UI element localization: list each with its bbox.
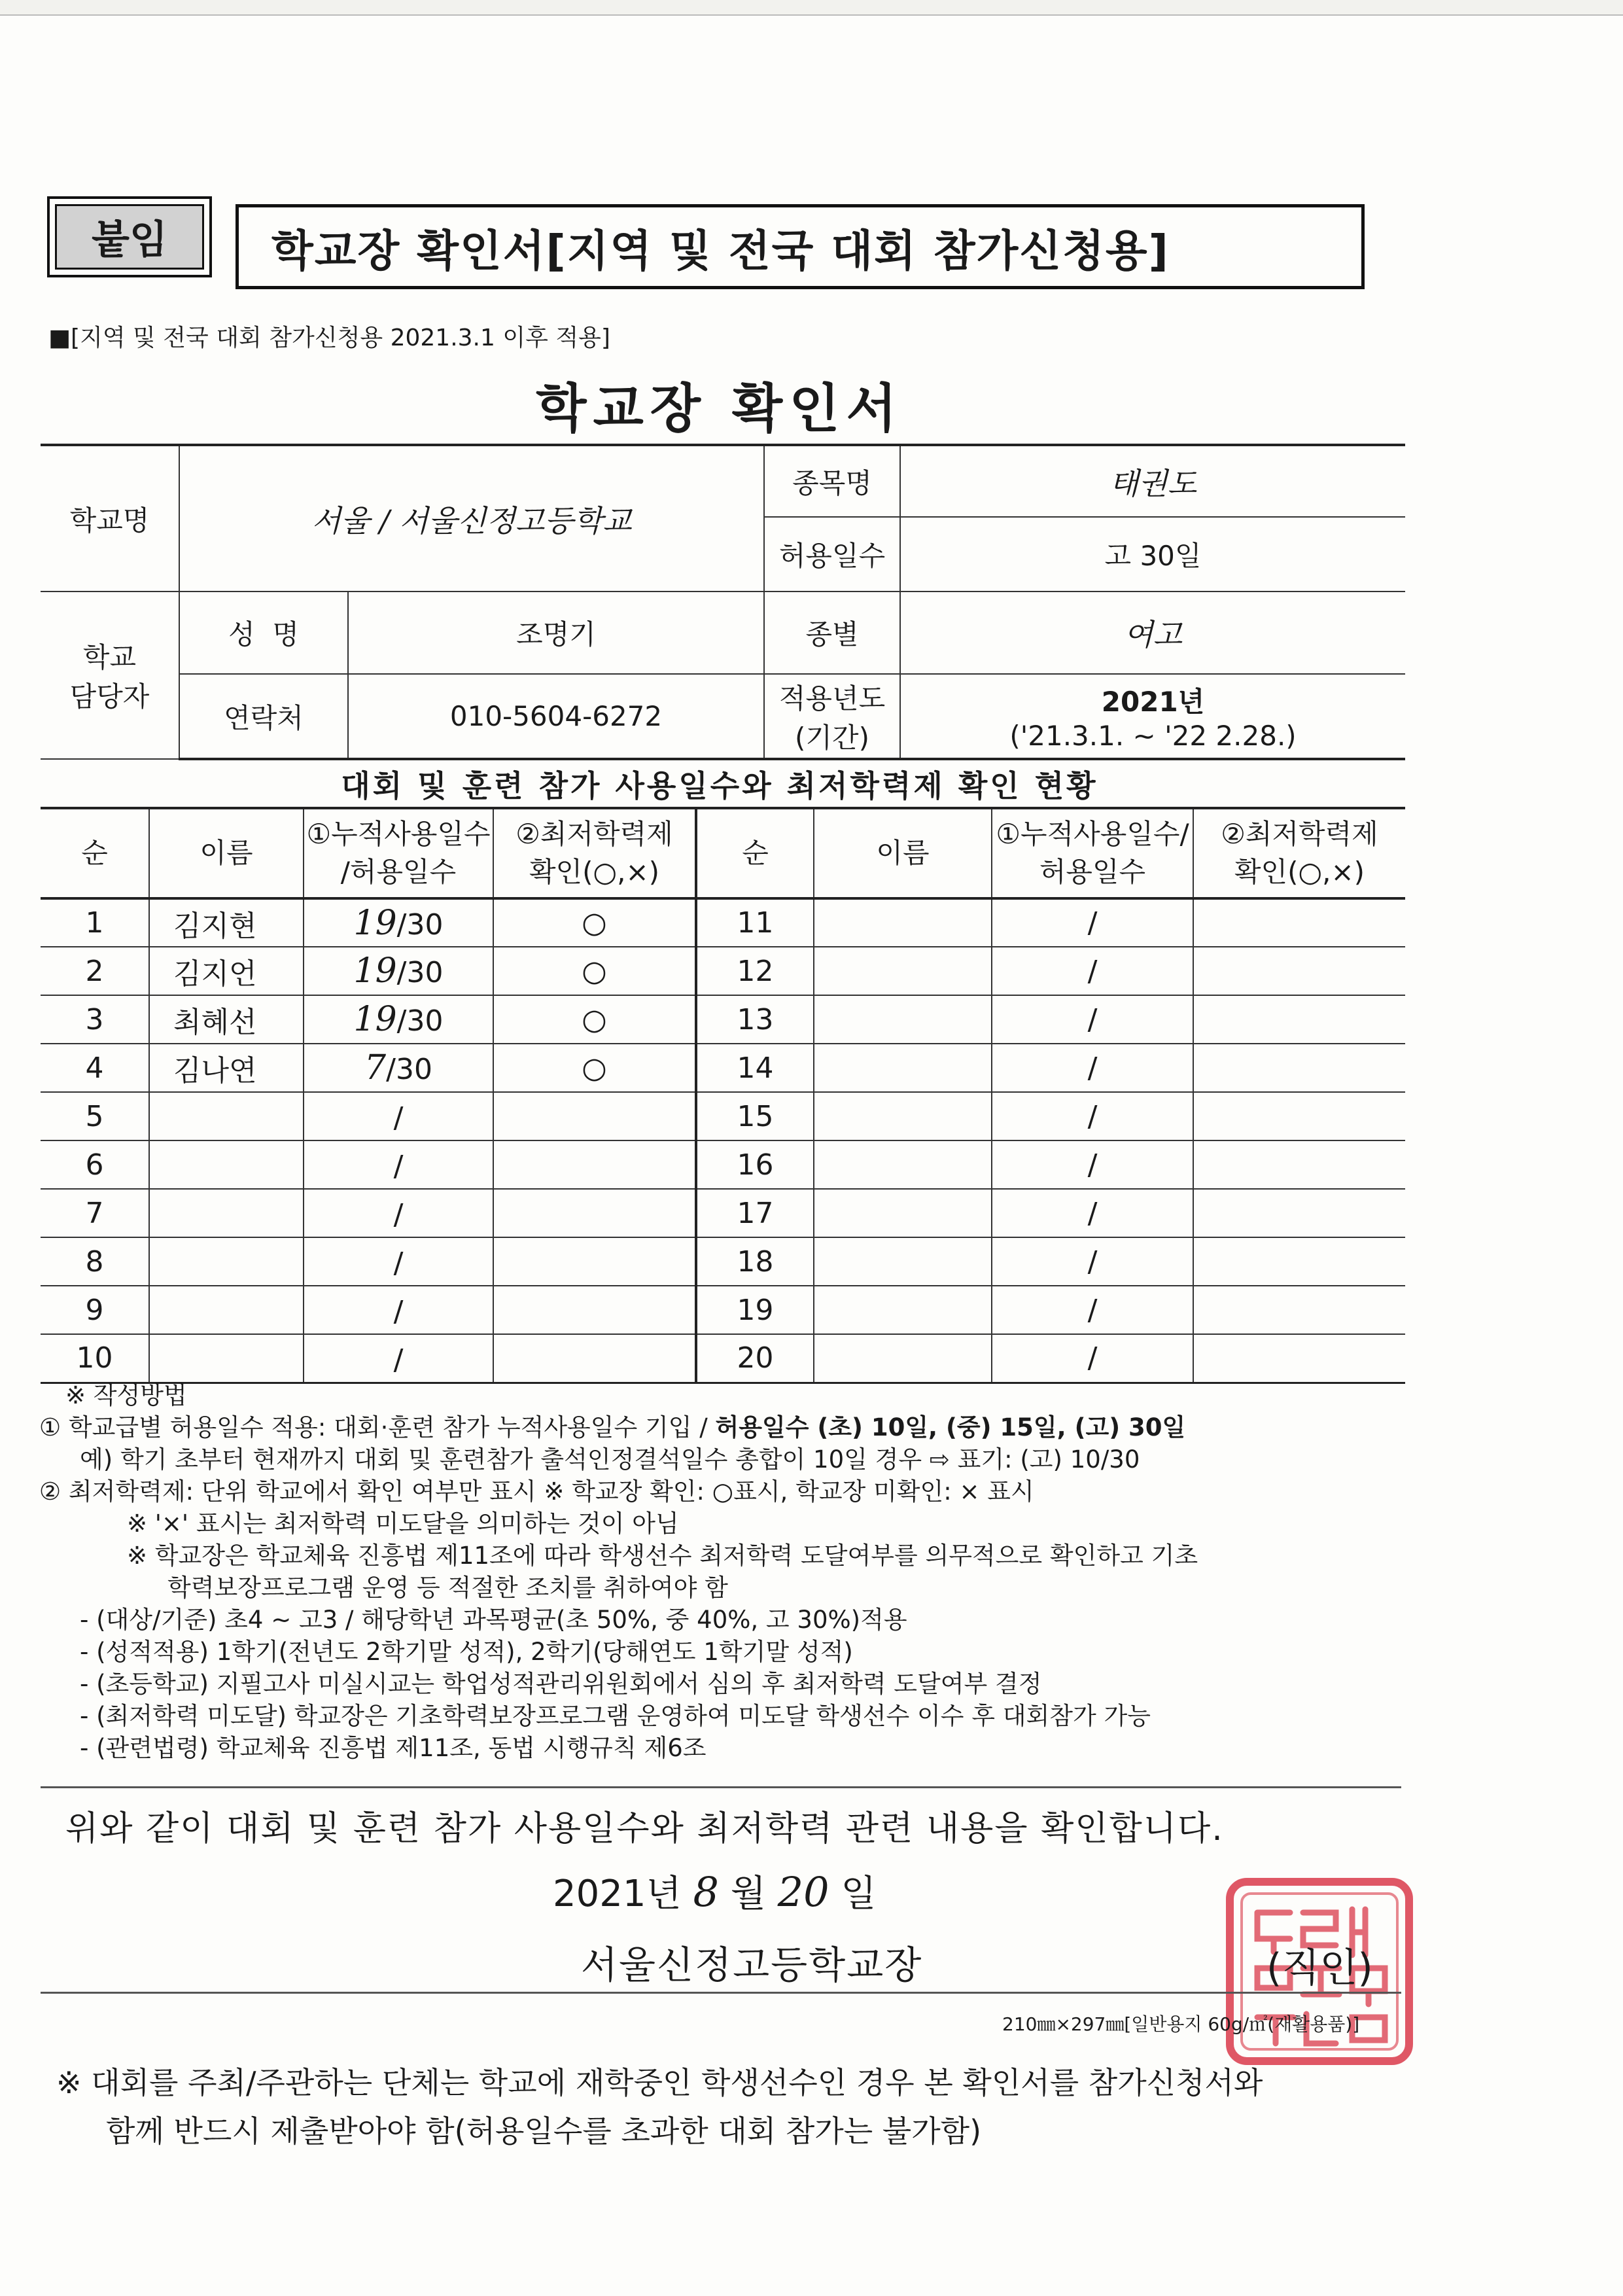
row-name: 김지현 <box>149 898 304 947</box>
date-month-unit: 월 <box>730 1873 766 1915</box>
header-usage-line2: /허용일수 <box>340 856 457 888</box>
section-title: 대회 및 훈련 참가 사용일수와 최저학력제 확인 현황 <box>341 768 1098 804</box>
row-name-right <box>814 1286 992 1334</box>
header-usage-right-line2: 허용일수 <box>1039 856 1146 888</box>
row-usage <box>304 1286 493 1334</box>
row-usage <box>304 898 493 947</box>
gender-label: 종별 <box>764 592 900 674</box>
year-label-line2: (기간) <box>795 721 869 754</box>
row-grade-mark-right <box>1193 898 1405 947</box>
row-name <box>149 1092 304 1140</box>
row-usage-right: / <box>992 1334 1193 1383</box>
row-usage <box>304 1140 493 1189</box>
row-name-right <box>814 1140 992 1189</box>
row-no-right: 11 <box>696 898 814 947</box>
table-row <box>41 995 1405 1044</box>
row-allowed-days: / <box>393 1295 404 1328</box>
subtitle-note: ■[지역 및 전국 대회 참가신청용 2021.3.1 이후 적용] <box>48 325 610 351</box>
table-row <box>41 1044 1405 1092</box>
header-no: 순 <box>41 808 149 898</box>
row-name-right <box>814 947 992 995</box>
instruction-example: 예) 학기 초부터 현재까지 대회 및 훈련참가 출석인정결석일수 총합이 10일 경우 ⇨ 표기: (고) 10/30 <box>80 1445 1140 1474</box>
instruction-item-1-bold: 허용일수 (초) 10일, (중) 15일, (고) 30일 <box>715 1413 1186 1441</box>
contact-label: 연락처 <box>179 674 348 759</box>
row-no-right: 20 <box>696 1334 814 1383</box>
footer-note-line1: ※ 대회를 주최/주관하는 단체는 학교에 재학중인 학생선수인 경우 본 확인서를 참가신청서와 <box>56 2065 1263 2100</box>
row-name <box>149 1189 304 1237</box>
manager-name-value: 조명기 <box>348 592 764 674</box>
row-no: 10 <box>41 1334 149 1383</box>
table-row <box>41 947 1405 995</box>
attachment-label: 붙임 <box>55 204 204 270</box>
row-usage <box>304 1189 493 1237</box>
scan-top-edge <box>0 0 1623 16</box>
row-name <box>149 1334 304 1383</box>
footer-note <box>56 2058 1397 2155</box>
gender-value: 여고 <box>900 592 1405 674</box>
row-usage-right: / <box>992 947 1193 995</box>
row-grade-mark-right <box>1193 1189 1405 1237</box>
instructions-heading: ※ 작성방법 <box>65 1381 187 1409</box>
confirmation-sentence: 위와 같이 대회 및 훈련 참가 사용일수와 최저학력 관련 내용을 확인합니다. <box>65 1809 1224 1848</box>
usage-status-table <box>41 807 1405 1384</box>
date-day: 20 <box>777 1868 829 1916</box>
header-grade-line2: 확인(○,×) <box>529 856 660 888</box>
row-usage-right: / <box>992 1092 1193 1140</box>
manager-label <box>41 592 179 759</box>
row-allowed-days: /30 <box>386 1053 432 1086</box>
header-grade-right-line1: ②최저학력제 <box>1221 818 1378 850</box>
header-grade-line1: ②최저학력제 <box>515 818 673 850</box>
row-grade-mark: ○ <box>493 898 696 947</box>
paper-spec: 210㎜×297㎜[일반용지 60g/㎡(재활용품)] <box>1002 2013 1360 2035</box>
date-month: 8 <box>693 1868 719 1916</box>
row-grade-mark <box>493 1237 696 1286</box>
row-allowed-days: / <box>393 1343 404 1377</box>
row-name <box>149 1140 304 1189</box>
row-no: 4 <box>41 1044 149 1092</box>
row-usage-right: / <box>992 1140 1193 1189</box>
instruction-note-1: ※ '×' 표시는 최저학력 미도달을 의미하는 것이 아님 <box>127 1510 679 1538</box>
row-allowed-days: / <box>393 1150 404 1183</box>
attachment-badge <box>47 196 212 277</box>
table-body <box>41 898 1405 1383</box>
date-year: 2021년 <box>553 1873 682 1915</box>
name-label: 성 명 <box>179 592 348 674</box>
row-no-right: 13 <box>696 995 814 1044</box>
table-row <box>41 1189 1405 1237</box>
row-no: 3 <box>41 995 149 1044</box>
table-row <box>41 1286 1405 1334</box>
year-label-line1: 적용년도 <box>778 682 886 715</box>
year-label <box>764 674 900 759</box>
table-row <box>41 898 1405 947</box>
row-allowed-days: / <box>393 1198 404 1231</box>
year-value-line2: ('21.3.1. ~ '22 2.28.) <box>1009 720 1297 752</box>
row-usage-right: / <box>992 1237 1193 1286</box>
row-no-right: 14 <box>696 1044 814 1092</box>
row-usage <box>304 1237 493 1286</box>
row-grade-mark <box>493 1092 696 1140</box>
row-no: 7 <box>41 1189 149 1237</box>
row-grade-mark-right <box>1193 1286 1405 1334</box>
row-grade-mark <box>493 1286 696 1334</box>
school-name-label: 학교명 <box>41 445 179 592</box>
row-grade-mark: ○ <box>493 1044 696 1092</box>
row-grade-mark <box>493 1140 696 1189</box>
table-header-row <box>41 808 1405 898</box>
instructions <box>39 1379 1420 1764</box>
header-name: 이름 <box>149 808 304 898</box>
table-row <box>41 1140 1405 1189</box>
row-allowed-days: /30 <box>396 956 444 989</box>
row-name: 김나연 <box>149 1044 304 1092</box>
divider <box>41 1992 1401 1994</box>
row-used-days: 19 <box>353 1000 397 1039</box>
instruction-bullet: - (최저학력 미도달) 학교장은 기초학력보장프로그램 운영하여 미도달 학생선수 이수 후 대회참가 가능 <box>80 1702 1151 1730</box>
row-name <box>149 1237 304 1286</box>
row-usage-right: / <box>992 1189 1193 1237</box>
row-no-right: 15 <box>696 1092 814 1140</box>
table-row <box>41 1237 1405 1286</box>
school-info-table <box>41 444 1405 760</box>
signature-date <box>553 1865 876 1917</box>
row-no-right: 17 <box>696 1189 814 1237</box>
instruction-bullet: - (관련법령) 학교체육 진흥법 제11조, 동법 시행규칙 제6조 <box>80 1734 707 1762</box>
header-usage-right <box>992 808 1193 898</box>
row-grade-mark: ○ <box>493 947 696 995</box>
row-name <box>149 1286 304 1334</box>
contact-value: 010-5604-6272 <box>348 674 764 759</box>
row-grade-mark-right <box>1193 1334 1405 1383</box>
instruction-item-1-text: ① 학교급별 허용일수 적용: 대회·훈련 참가 누적사용일수 기입 / <box>39 1413 716 1441</box>
row-usage <box>304 995 493 1044</box>
instruction-bullet: - (초등학교) 지필고사 미실시교는 학업성적관리위원회에서 심의 후 최저학력 도달여부 결정 <box>80 1670 1042 1698</box>
row-allowed-days: /30 <box>396 1004 444 1038</box>
row-usage-right: / <box>992 898 1193 947</box>
header-usage-line1: ①누적사용일수 <box>306 818 491 850</box>
instruction-item-1 <box>39 1411 1420 1443</box>
row-no-right: 19 <box>696 1286 814 1334</box>
footer-note-line2: 함께 반드시 제출받아야 함(허용일수를 초과한 대회 참가는 불가함) <box>106 2113 982 2149</box>
divider <box>41 1786 1401 1788</box>
header-name-right: 이름 <box>814 808 992 898</box>
year-value <box>900 674 1405 759</box>
row-usage <box>304 947 493 995</box>
seal-label: (직인) <box>1266 1945 1373 1991</box>
row-name-right <box>814 1189 992 1237</box>
header-usage-right-line1: ①누적사용일수/ <box>996 818 1189 850</box>
header-title: 학교장 확인서[지역 및 전국 대회 참가신청용] <box>236 204 1365 289</box>
row-grade-mark-right <box>1193 947 1405 995</box>
school-name-value: 서울 / 서울신정고등학교 <box>179 445 764 592</box>
allowed-days-label: 허용일수 <box>764 517 900 592</box>
row-no: 5 <box>41 1092 149 1140</box>
header-usage <box>304 808 493 898</box>
row-name-right <box>814 1044 992 1092</box>
year-value-line1: 2021년 <box>1101 686 1205 718</box>
row-no-right: 18 <box>696 1237 814 1286</box>
row-grade-mark <box>493 1189 696 1237</box>
event-value: 태권도 <box>900 445 1405 517</box>
row-no: 9 <box>41 1286 149 1334</box>
row-usage <box>304 1044 493 1092</box>
header-grade <box>493 808 696 898</box>
row-name: 최혜선 <box>149 995 304 1044</box>
row-grade-mark: ○ <box>493 995 696 1044</box>
header-grade-right-line2: 확인(○,×) <box>1234 856 1365 888</box>
header-grade-right <box>1193 808 1405 898</box>
row-name-right <box>814 1092 992 1140</box>
row-name-right <box>814 995 992 1044</box>
row-name: 김지언 <box>149 947 304 995</box>
row-allowed-days: / <box>393 1101 404 1135</box>
principal-name: 서울신정고등학교장 <box>581 1943 923 1987</box>
row-usage-right: / <box>992 995 1193 1044</box>
event-label: 종목명 <box>764 445 900 517</box>
table-row <box>41 1334 1405 1383</box>
instruction-bullet: - (대상/기준) 초4 ~ 고3 / 해당학년 과목평균(초 50%, 중 40%, 고 30%)적용 <box>80 1606 907 1634</box>
row-grade-mark-right <box>1193 1237 1405 1286</box>
row-usage <box>304 1092 493 1140</box>
row-grade-mark-right <box>1193 1140 1405 1189</box>
row-no: 8 <box>41 1237 149 1286</box>
header-no-right: 순 <box>696 808 814 898</box>
instruction-note-2-line1: ※ 학교장은 학교체육 진흥법 제11조에 따라 학생선수 최저학력 도달여부를 의무적으로 확인하고 기초 <box>127 1542 1198 1570</box>
row-no: 6 <box>41 1140 149 1189</box>
row-used-days: 7 <box>364 1048 387 1087</box>
row-grade-mark <box>493 1334 696 1383</box>
row-usage-right: / <box>992 1286 1193 1334</box>
instruction-bullet: - (성적적용) 1학기(전년도 2학기말 성적), 2학기(당해연도 1학기말 성적) <box>80 1638 853 1666</box>
row-no-right: 16 <box>696 1140 814 1189</box>
date-day-unit: 일 <box>841 1873 877 1915</box>
row-no-right: 12 <box>696 947 814 995</box>
row-usage-right: / <box>992 1044 1193 1092</box>
manager-label-line2: 담당자 <box>69 680 150 713</box>
form-title: 학교장 확인서 <box>536 378 903 439</box>
row-no: 1 <box>41 898 149 947</box>
row-grade-mark-right <box>1193 1044 1405 1092</box>
row-allowed-days: / <box>393 1246 404 1280</box>
row-used-days: 19 <box>353 951 397 991</box>
row-grade-mark-right <box>1193 995 1405 1044</box>
row-name-right <box>814 898 992 947</box>
row-allowed-days: /30 <box>396 908 444 942</box>
row-used-days: 19 <box>353 903 397 943</box>
allowed-days-value: 고 30일 <box>900 517 1405 592</box>
row-name-right <box>814 1334 992 1383</box>
table-row <box>41 1092 1405 1140</box>
instruction-item-2: ② 최저학력제: 단위 학교에서 확인 여부만 표시 ※ 학교장 확인: ○표시, 학교장 미확인: × 표시 <box>39 1477 1034 1506</box>
row-usage <box>304 1334 493 1383</box>
row-no: 2 <box>41 947 149 995</box>
instruction-note-2-line2: 학력보장프로그램 운영 등 적절한 조치를 취하여야 함 <box>167 1574 728 1602</box>
row-grade-mark-right <box>1193 1092 1405 1140</box>
manager-label-line1: 학교 <box>82 641 137 673</box>
row-name-right <box>814 1237 992 1286</box>
